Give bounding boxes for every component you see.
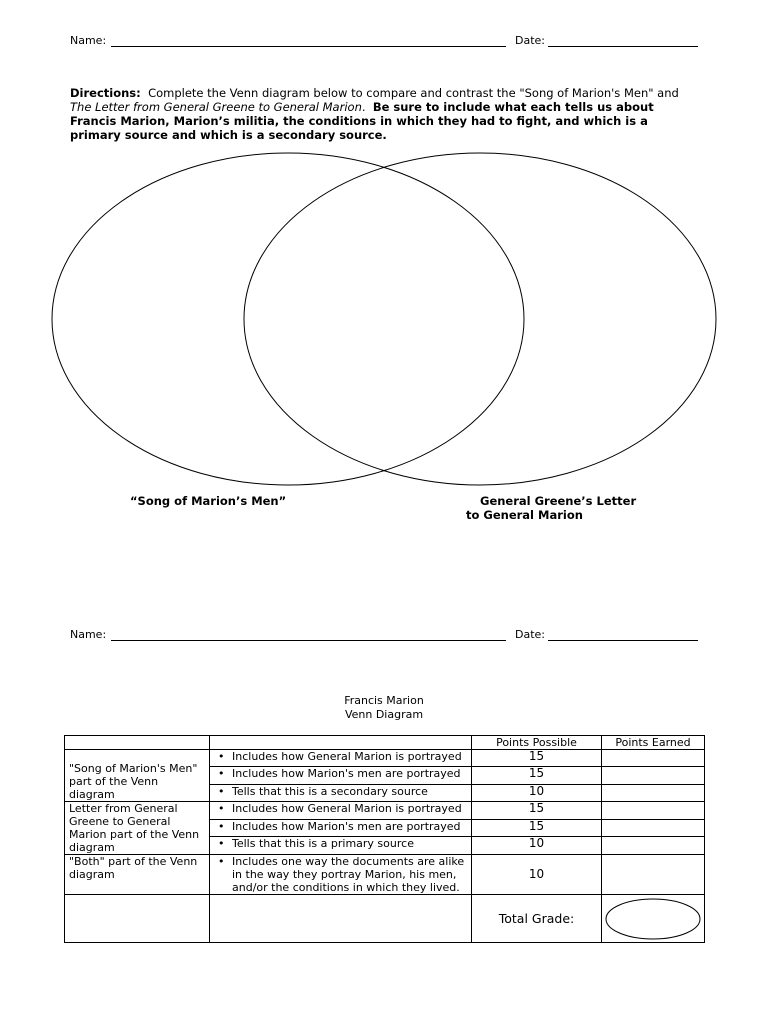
venn-right-label-line2: to General Marion <box>466 508 583 522</box>
total-grade-label: Total Grade: <box>472 895 602 943</box>
name-blank-2[interactable] <box>111 640 506 641</box>
date-label-2: Date: <box>515 628 545 641</box>
venn-left-circle[interactable] <box>52 153 524 485</box>
directions-lead: Directions: <box>70 86 141 100</box>
rubric-title-line2: Venn Diagram <box>344 708 424 721</box>
points-earned-cell[interactable] <box>602 837 705 855</box>
group-label: Letter from General Greene to General Marion part of the Venn diagram <box>65 802 210 855</box>
points-possible: 15 <box>472 819 602 837</box>
venn-left-label: “Song of Marion’s Men” <box>130 494 287 508</box>
group-label: "Both" part of the Venn diagram <box>65 855 210 895</box>
criterion: • Includes how Marion's men are portrayed <box>210 819 472 837</box>
table-row <box>65 802 705 820</box>
points-earned-cell[interactable] <box>602 767 705 784</box>
total-row <box>65 895 705 943</box>
rubric-title-line1: Francis Marion <box>344 694 424 707</box>
criterion: • Tells that this is a primary source <box>210 837 472 855</box>
points-earned-cell[interactable] <box>602 819 705 837</box>
criterion: • Includes how General Marion is portrayed <box>210 750 472 767</box>
points-possible: 15 <box>472 767 602 784</box>
criterion: • Includes how General Marion is portrayed <box>210 802 472 820</box>
rubric-table <box>64 735 705 943</box>
points-possible: 15 <box>472 802 602 820</box>
points-possible: 15 <box>472 750 602 767</box>
points-possible: 10 <box>472 855 602 895</box>
name-label: Name: <box>70 34 107 47</box>
name-label-2: Name: <box>70 628 107 641</box>
col-points-possible: Points Possible <box>472 736 602 750</box>
points-earned-cell[interactable] <box>602 802 705 820</box>
venn-right-circle[interactable] <box>244 153 716 485</box>
venn-right-label-line1: General Greene’s Letter <box>480 494 637 508</box>
group-label: "Song of Marion's Men" part of the Venn diagram <box>65 750 210 802</box>
criterion: • Includes one way the documents are alike in the way they portray Marion, his men, and/or the conditions in which they lived. <box>210 855 472 895</box>
directions-italic-title: The Letter from General Greene to General Marion <box>70 100 362 114</box>
points-possible: 10 <box>472 837 602 855</box>
total-grade-cell[interactable] <box>602 895 705 943</box>
directions-bold-c: primary source and which is a secondary source. <box>70 128 387 142</box>
points-earned-cell[interactable] <box>602 855 705 895</box>
points-earned-cell[interactable] <box>602 750 705 767</box>
points-possible: 10 <box>472 784 602 801</box>
date-label: Date: <box>515 34 545 47</box>
total-grade-oval[interactable] <box>604 897 702 941</box>
table-row <box>65 855 705 895</box>
criterion: • Includes how Marion's men are portrayed <box>210 767 472 784</box>
col-points-earned: Points Earned <box>602 736 705 750</box>
directions-text: Directions: Complete the Venn diagram below to compare and contrast the "Song of Marion's Men" and The Letter from General Greene to General Marion. Be sure to include what each tells us about Francis Marion, Marion’s militia, the conditions in which they had to fight, and which is a primary source and which is a secondary source. <box>70 86 679 142</box>
criterion: • Tells that this is a secondary source <box>210 784 472 801</box>
directions-bold-b: Francis Marion, Marion’s militia, the conditions in which they had to fight, and which is a <box>70 114 648 128</box>
directions-bold-a: Be sure to include what each tells us about <box>372 100 654 114</box>
table-row <box>65 750 705 767</box>
date-blank-2[interactable] <box>548 640 698 641</box>
directions-part1: Complete the Venn diagram below to compare and contrast the "Song of Marion's Men" and <box>148 86 679 100</box>
points-earned-cell[interactable] <box>602 784 705 801</box>
table-header-row <box>65 736 705 750</box>
